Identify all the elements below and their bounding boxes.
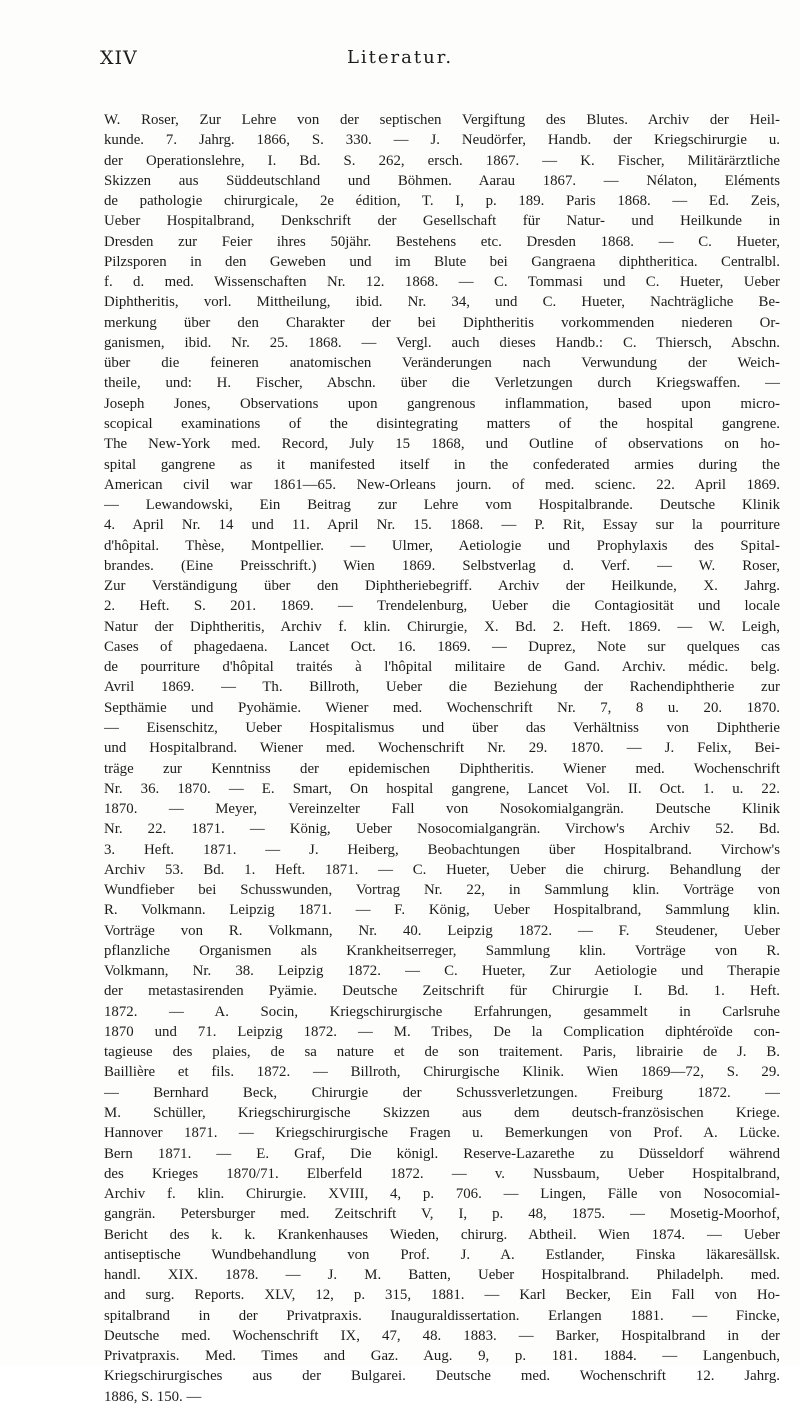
- bibliography-text: [104, 110, 780, 1407]
- text-line: Ueber Hospitalbrand, Denkschrift der Gesellschaft für Natur- und Heilkunde in: [104, 213, 780, 230]
- text-line: 1870 und 71. Leipzig 1872. — M. Tribes, De la Complication diphtéroïde con-: [104, 1023, 780, 1040]
- text-line: spitalbrand in der Privatpraxis. Inauguraldissertation. Erlangen 1881. — Fincke,: [104, 1307, 780, 1324]
- text-line: Pilzsporen in den Geweben und im Blute bei Gangraena diphtheritica. Centralbl.: [104, 253, 780, 270]
- text-line: Vorträge von R. Volkmann, Nr. 40. Leipzig 1872. — F. Steudener, Ueber: [104, 922, 780, 939]
- text-line: Wundfieber bei Schusswunden, Vortrag Nr. 22, in Sammlung klin. Vorträge von: [104, 882, 780, 899]
- text-line: Septhämie und Pyohämie. Wiener med. Wochenschrift Nr. 7, 8 u. 20. 1870.: [104, 699, 780, 716]
- text-line: — Bernhard Beck, Chirurgie der Schussverletzungen. Freiburg 1872. —: [104, 1084, 780, 1101]
- text-line: kunde. 7. Jahrg. 1866, S. 330. — J. Neudörfer, Handb. der Kriegschirurgie u.: [104, 132, 780, 149]
- text-line: The New-York med. Record, July 15 1868, und Outline of observations on ho-: [104, 436, 780, 453]
- text-line: de pourriture d'hôpital traités à l'hôpital militaire de Gand. Archiv. médic. belg.: [104, 659, 780, 676]
- text-line: Volkmann, Nr. 38. Leipzig 1872. — C. Hueter, Zur Aetiologie und Therapie: [104, 963, 780, 980]
- text-line: brandes. (Eine Preisschrift.) Wien 1869. Selbstverlag d. Verf. — W. Roser,: [104, 557, 780, 574]
- text-line: und Hospitalbrand. Wiener med. Wochenschrift Nr. 29. 1870. — J. Felix, Bei-: [104, 740, 780, 757]
- text-line: Deutsche med. Wochenschrift IX, 47, 48. 1883. — Barker, Hospitalbrand in der: [104, 1327, 780, 1344]
- text-line: spital gangrene as it manifested itself in the confederated armies during the: [104, 456, 780, 473]
- text-line: der metastasirenden Pyämie. Deutsche Zeitschrift für Chirurgie I. Bd. 1. Heft.: [104, 983, 780, 1000]
- text-line: handl. XIX. 1878. — J. M. Batten, Ueber Hospitalbrand. Philadelph. med.: [104, 1267, 780, 1284]
- text-line: 4. April Nr. 14 und 11. April Nr. 15. 1868. — P. Rit, Essay sur la pourriture: [104, 517, 780, 534]
- text-line: Joseph Jones, Observations upon gangrenous inflammation, based upon micro-: [104, 395, 780, 412]
- text-line: W. Roser, Zur Lehre von der septischen Vergiftung des Blutes. Archiv der Heil-: [104, 112, 780, 128]
- text-line: träge zur Kenntniss der epidemischen Diphtheritis. Wiener med. Wochenschrift: [104, 760, 780, 777]
- text-line: 3. Heft. 1871. — J. Heiberg, Beobachtungen über Hospitalbrand. Virchow's: [104, 841, 780, 858]
- text-line: tagieuse des plaies, de sa nature et de son traitement. Paris, librairie de J. B.: [104, 1044, 780, 1061]
- text-line: Nr. 36. 1870. — E. Smart, On hospital gangrene, Lancet Vol. II. Oct. 1. u. 22.: [104, 780, 780, 797]
- text-line: Cases of phagedaena. Lancet Oct. 16. 1869. — Duprez, Note sur quelques cas: [104, 638, 780, 655]
- text-line: Natur der Diphtheritis, Archiv f. klin. Chirurgie, X. Bd. 2. Heft. 1869. — W. Leigh,: [104, 618, 780, 635]
- text-line: theile, und: H. Fischer, Abschn. über die Verletzungen durch Kriegswaffen. —: [104, 375, 780, 392]
- text-line: gangrän. Petersburger med. Zeitschrift V, I, p. 48, 1875. — Mosetig-Moorhof,: [104, 1206, 780, 1223]
- text-line: American civil war 1861—65. New-Orleans journ. of med. scienc. 22. April 1869.: [104, 476, 780, 493]
- text-line: über die feineren anatomischen Veränderungen nach Verwundung der Weich-: [104, 355, 780, 372]
- text-line: Bericht des k. k. Krankenhauses Wieden, chirurg. Abtheil. Wien 1874. — Ueber: [104, 1226, 780, 1243]
- text-line: Archiv f. klin. Chirurgie. XVIII, 4, p. 706. — Lingen, Fälle von Nosocomial-: [104, 1186, 780, 1203]
- text-line: antiseptische Wundbehandlung von Prof. J. A. Estlander, Finska läkaresällsk.: [104, 1246, 780, 1263]
- text-line: 2. Heft. S. 201. 1869. — Trendelenburg, Ueber die Contagiosität und locale: [104, 598, 780, 615]
- text-line: Kriegschirurgisches aus der Bulgarei. Deutsche med. Wochenschrift 12. Jahrg.: [104, 1368, 780, 1385]
- text-line: 1870. — Meyer, Vereinzelter Fall von Nosokomialgangrän. Deutsche Klinik: [104, 801, 780, 818]
- text-line: Avril 1869. — Th. Billroth, Ueber die Beziehung der Rachendiphtherie zur: [104, 679, 780, 696]
- text-line: scopical examinations of the disintegrating matters of the hospital gangrene.: [104, 415, 780, 432]
- text-line: Privatpraxis. Med. Times and Gaz. Aug. 9, p. 181. 1884. — Langenbuch,: [104, 1348, 780, 1365]
- text-line: de pathologie chirurgicale, 2e édition, T. I, p. 189. Paris 1868. — Ed. Zeis,: [104, 193, 780, 210]
- text-line: Nr. 22. 1871. — König, Ueber Nosocomialgangrän. Virchow's Archiv 52. Bd.: [104, 821, 780, 838]
- text-line: — Lewandowski, Ein Beitrag zur Lehre vom Hospitalbrande. Deutsche Klinik: [104, 497, 780, 514]
- running-title: Literatur.: [346, 47, 454, 68]
- text-line: der Operationslehre, I. Bd. S. 262, ersch. 1867. — K. Fischer, Militärärztliche: [104, 152, 780, 169]
- text-line: Diphtheritis, vorl. Mittheilung, ibid. Nr. 34, und C. Hueter, Nachträgliche Be-: [104, 294, 780, 311]
- text-line: 1872. — A. Socin, Kriegschirurgische Erfahrungen, gesammelt in Carlsruhe: [104, 1003, 780, 1020]
- text-line: des Krieges 1870/71. Elberfeld 1872. — v. Nussbaum, Ueber Hospitalbrand,: [104, 1165, 780, 1182]
- text-line: pflanzliche Organismen als Krankheitserreger, Sammlung klin. Vorträge von R.: [104, 942, 780, 959]
- text-line: Hannover 1871. — Kriegschirurgische Fragen u. Bemerkungen von Prof. A. Lücke.: [104, 1125, 780, 1142]
- text-line: f. d. med. Wissenschaften Nr. 12. 1868. — C. Tommasi und C. Hueter, Ueber: [104, 274, 780, 291]
- text-line: M. Schüller, Kriegschirurgische Skizzen aus dem deutsch-französischen Kriege.: [104, 1105, 780, 1122]
- text-line: and surg. Reports. XLV, 12, p. 315, 1881. — Karl Becker, Ein Fall von Ho-: [104, 1287, 780, 1304]
- text-line: Archiv 53. Bd. 1. Heft. 1871. — C. Hueter, Ueber die chirurg. Behandlung der: [104, 861, 780, 878]
- text-line: R. Volkmann. Leipzig 1871. — F. König, Ueber Hospitalbrand, Sammlung klin.: [104, 902, 780, 919]
- text-line: d'hôpital. Thèse, Montpellier. — Ulmer, Aetiologie und Prophylaxis des Spital-: [104, 537, 780, 554]
- text-line: Dresden zur Feier ihres 50jähr. Bestehens etc. Dresden 1868. — C. Hueter,: [104, 233, 780, 250]
- text-line: Bern 1871. — E. Graf, Die königl. Reserve-Lazarethe zu Düsseldorf während: [104, 1145, 780, 1162]
- text-line: ganismen, ibid. Nr. 25. 1868. — Vergl. auch dieses Handb.: C. Thiersch, Abschn.: [104, 334, 780, 351]
- page-number: XIV: [100, 47, 138, 69]
- text-line: Zur Verständigung über den Diphtheriebegriff. Archiv der Heilkunde, X. Jahrg.: [104, 578, 780, 595]
- text-line: — Eisenschitz, Ueber Hospitalismus und über das Verhältniss von Diphtherie: [104, 719, 780, 736]
- text-line: Skizzen aus Süddeutschland und Böhmen. Aarau 1867. — Nélaton, Eléments: [104, 172, 780, 189]
- text-line: 1886, S. 150. —: [104, 1388, 202, 1405]
- text-line: merkung über den Charakter der bei Diphtheritis vorkommenden niederen Or-: [104, 314, 780, 331]
- text-line: Baillière et fils. 1872. — Billroth, Chirurgische Klinik. Wien 1869—72, S. 29.: [104, 1064, 780, 1081]
